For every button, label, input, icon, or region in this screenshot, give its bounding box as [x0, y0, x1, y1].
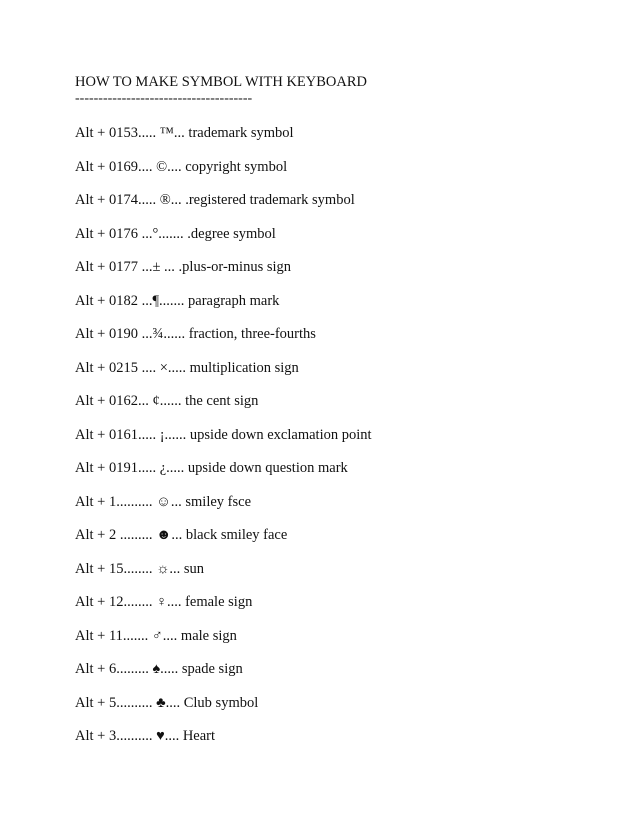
- symbol-line-male: Alt + 11....... ♂.... male sign: [75, 627, 237, 644]
- symbol-line-sun: Alt + 15........ ☼... sun: [75, 560, 205, 577]
- symbol-line-club: Alt + 5.......... ♣.... Club symbol: [75, 694, 259, 711]
- symbol-line-smiley: Alt + 1.......... ☺... smiley fsce: [75, 493, 252, 510]
- symbol-line-multiplication: Alt + 0215 .... ×..... multiplication sign: [75, 359, 299, 376]
- symbol-line-inverted-exclamation: Alt + 0161..... ¡...... upside down exclamation point: [75, 426, 372, 443]
- symbol-line-spade: Alt + 6......... ♠..... spade sign: [75, 661, 243, 677]
- symbol-line-degree: Alt + 0176 ...°....... .degree symbol: [75, 225, 276, 242]
- symbol-line-three-fourths: Alt + 0190 ...¾...... fraction, three-fourths: [75, 326, 316, 342]
- symbol-line-female: Alt + 12........ ♀.... female sign: [75, 594, 253, 610]
- symbol-line-plus-minus: Alt + 0177 ...± ... .plus-or-minus sign: [75, 259, 292, 275]
- symbol-line-cent: Alt + 0162... ¢...... the cent sign: [75, 393, 259, 409]
- symbol-line-copyright: Alt + 0169.... ©.... copyright symbol: [75, 158, 288, 175]
- symbol-line-black-smiley: Alt + 2 ......... ☻... black smiley face: [75, 527, 288, 543]
- title-underline-rule: --------------------------------------: [75, 91, 253, 106]
- document-title: HOW TO MAKE SYMBOL WITH KEYBOARD: [75, 74, 368, 90]
- symbol-line-paragraph: Alt + 0182 ...¶....... paragraph mark: [75, 292, 280, 309]
- symbol-list: [75, 124, 372, 761]
- symbol-line-trademark: Alt + 0153..... ™... trademark symbol: [75, 125, 294, 141]
- symbol-line-heart: Alt + 3.......... ♥.... Heart: [75, 728, 216, 744]
- symbol-line-inverted-question: Alt + 0191..... ¿..... upside down question mark: [75, 460, 348, 476]
- symbol-line-registered: Alt + 0174..... ®... .registered trademark symbol: [75, 192, 355, 208]
